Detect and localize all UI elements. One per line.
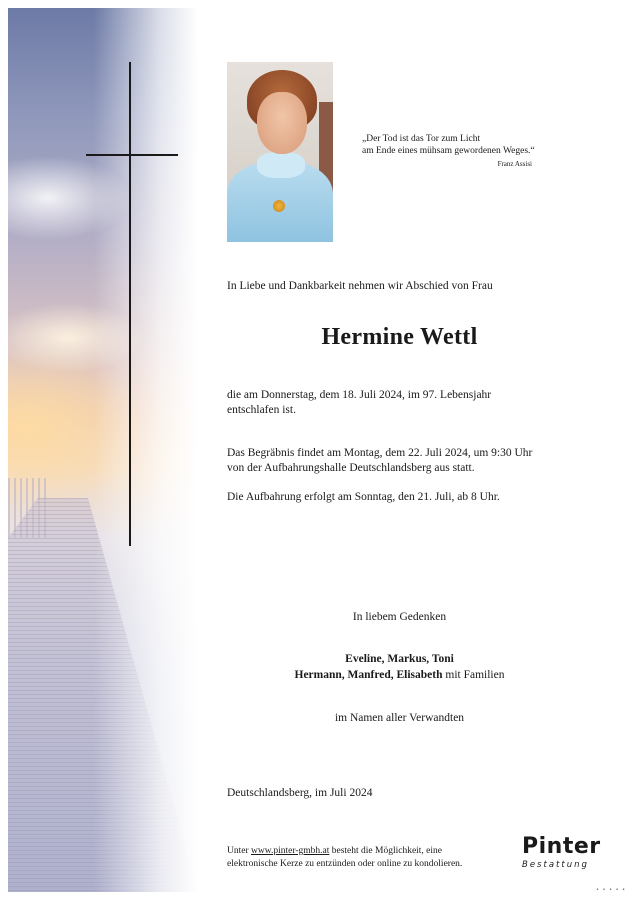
place-date: Deutschlandsberg, im Juli 2024 (227, 787, 373, 799)
memory-text: In liebem Gedenken (352, 611, 447, 623)
quote-line-1: „Der Tod ist das Tor zum Licht (362, 134, 481, 144)
logo-brand: Pinter (522, 834, 601, 859)
deceased-name: Hermine Wettl (321, 324, 478, 350)
viewing-info: Die Aufbahrung erfolgt am Sonntag, den 21. Juli, ab 8 Uhr. (227, 491, 500, 503)
intro-text: In Liebe und Dankbarkeit nehmen wir Abschied von Frau (227, 280, 493, 292)
company-logo (522, 836, 602, 870)
family-names: Hermann, Manfred, Elisabeth (294, 669, 443, 681)
funeral-line-1: Das Begräbnis findet am Montag, dem 22. Juli 2024, um 9:30 Uhr (227, 447, 533, 459)
family-line-1: Eveline, Markus, Toni (345, 653, 454, 665)
quote-line-2: am Ende eines mühsam gewordenen Weges.“ (362, 146, 535, 156)
death-notice-line-2: entschlafen ist. (227, 404, 296, 416)
cross-icon-vertical (129, 62, 131, 546)
print-mark: • • • • • (596, 887, 627, 893)
quote-author: Franz Assisi (497, 160, 532, 168)
logo-subtitle: Bestattung (522, 860, 589, 870)
footer-line-2: elektronische Kerze zu entzünden oder online zu kondolieren. (227, 859, 463, 869)
death-notice (227, 388, 572, 418)
footer-line-1 (227, 845, 517, 858)
photo-collar (257, 152, 305, 178)
photo-pendant (273, 200, 285, 212)
cross-icon-horizontal (86, 154, 178, 156)
funeral-line-2: von der Aufbahrungshalle Deutschlandsberg aus statt. (227, 462, 475, 474)
image-fade (8, 8, 198, 892)
website-link[interactable]: www.pinter-gmbh.at (251, 846, 330, 856)
footer-prefix: Unter (227, 846, 252, 856)
family-suffix: mit Familien (442, 669, 505, 681)
portrait-photo (227, 62, 333, 242)
quote-block (362, 133, 572, 170)
footer-suffix: besteht die Möglichkeit, eine (329, 846, 443, 856)
decorative-pier-image (8, 8, 198, 892)
death-notice-line-1: die am Donnerstag, dem 18. Juli 2024, im 97. Lebensjahr (227, 389, 492, 401)
photo-face (257, 92, 307, 154)
family-line-2 (227, 668, 572, 683)
relatives-text: im Namen aller Verwandten (334, 712, 465, 724)
funeral-info (227, 446, 577, 476)
footer-note (227, 845, 517, 871)
